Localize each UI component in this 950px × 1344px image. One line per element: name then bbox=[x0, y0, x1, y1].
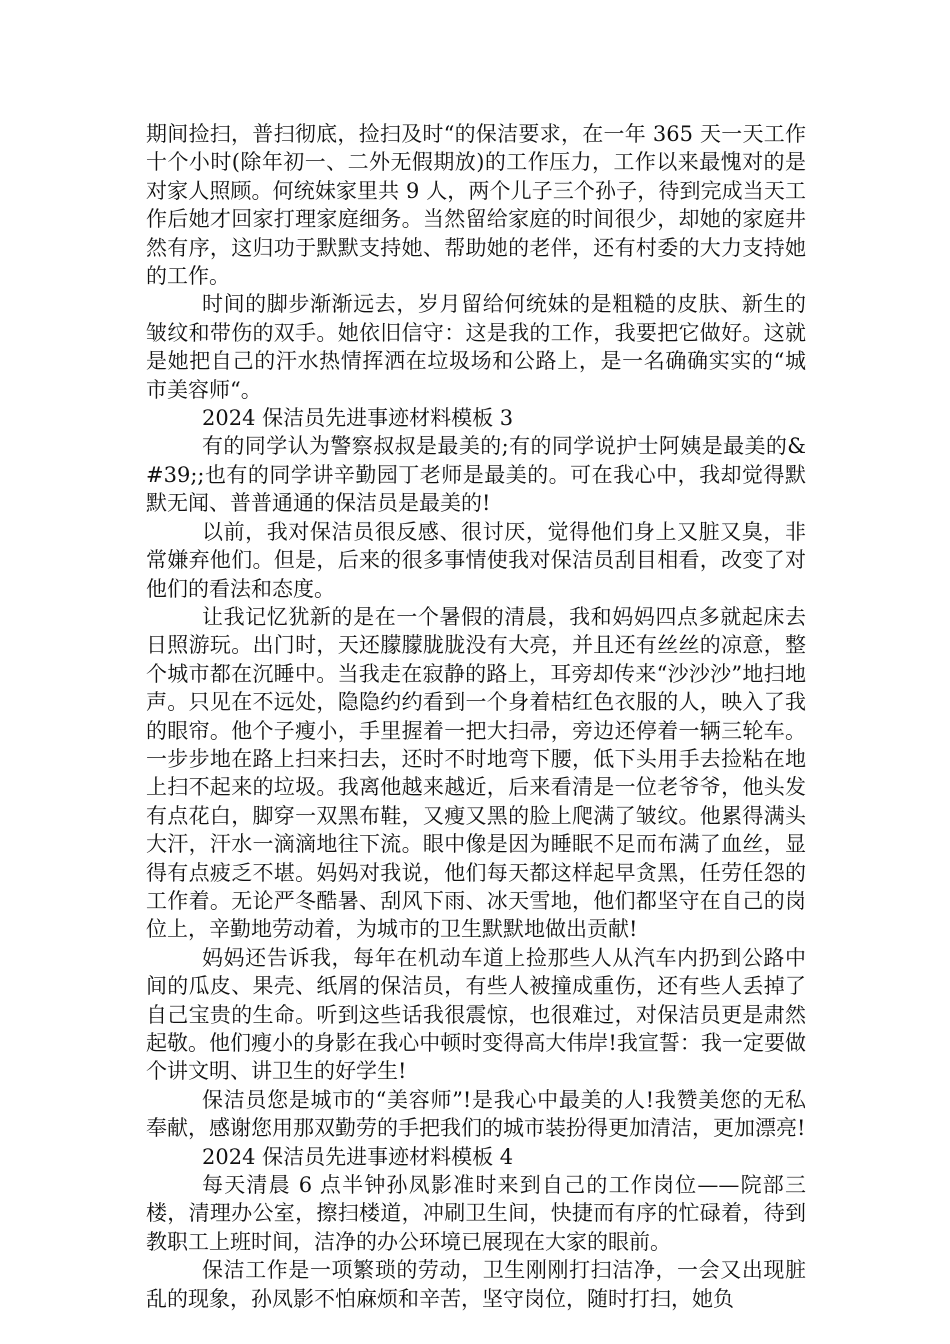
paragraph-8: 每天清晨 6 点半钟孙凤影准时来到自己的工作岗位——院部三楼，清理办公室，擦扫楼道，冲刷卫生间，快捷而有序的忙碌着，待到教职工上班时间，洁净的办公环境已展现在大家的眼前。 bbox=[146, 1173, 806, 1254]
document-page bbox=[146, 120, 806, 1313]
paragraph-5: 让我记忆犹新的是在一个暑假的清晨，我和妈妈四点多就起床去日照游玩。出门时，天还朦朦胧胧没有大亮，并且还有丝丝的凉意，整个城市都在沉睡中。当我走在寂静的路上，耳旁却传来“沙沙沙”地扫地声。只见在不远处，隐隐约约看到一个身着桔红色衣服的人，映入了我的眼帘。他个子瘦小，手里握着一把大扫帚，旁边还停着一辆三轮车。一步步地在路上扫来扫去，还时不时地弯下腰，低下头用手去捡粘在地上扫不起来的垃圾。我离他越来越近，后来看清是一位老爷爷，他头发有点花白，脚穿一双黑布鞋，又瘦又黑的脸上爬满了皱纹。他累得满头大汗，汗水一滴滴地往下流。眼中像是因为睡眠不足而布满了血丝，显得有点疲乏不堪。妈妈对我说，他们每天都这样起早贪黑，任劳任怨的工作着。无论严冬酷暑、刮风下雨、冰天雪地，他们都坚守在自己的岗位上，辛勤地劳动着，为城市的卫生默默地做出贡献! bbox=[146, 604, 806, 942]
section-heading-4: 2024 保洁员先进事迹材料模板 4 bbox=[202, 1144, 514, 1169]
paragraph-3: 有的同学认为警察叔叔是最美的;有的同学说护士阿姨是最美的&#39;;也有的同学讲辛勤园丁老师是最美的。可在我心中，我却觉得默默无闻、普普通通的保洁员是最美的! bbox=[146, 434, 806, 516]
section-heading-3: 2024 保洁员先进事迹材料模板 3 bbox=[202, 406, 514, 431]
paragraph-7: 保洁员您是城市的“美容师”!是我心中最美的人!我赞美您的无私奉献，感谢您用那双勤劳的手把我们的城市装扮得更加清洁，更加漂亮! bbox=[146, 1087, 806, 1141]
paragraph-2: 时间的脚步渐渐远去，岁月留给何统妹的是粗糙的皮肤、新生的皱纹和带伤的双手。她依旧信守：这是我的工作，我要把它做好。这就是她把自己的汗水热情挥洒在垃圾场和公路上，是一名确确实实的“城市美容师“。 bbox=[146, 292, 806, 402]
paragraph-9: 保洁工作是一项繁琐的劳动，卫生刚刚打扫洁净，一会又出现脏乱的现象，孙凤影不怕麻烦和辛苦，坚守岗位，随时打扫，她负 bbox=[146, 1258, 806, 1311]
paragraph-6: 妈妈还告诉我，每年在机动车道上捡那些人从汽车内扔到公路中间的瓜皮、果壳、纸屑的保洁员，有些人被撞成重伤，还有些人丢掉了自己宝贵的生命。听到这些话我很震惊，也很难过，对保洁员更是肃然起敬。他们瘦小的身影在我心中顿时变得高大伟岸!我宣誓：我一定要做个讲文明、讲卫生的好学生! bbox=[146, 945, 806, 1084]
paragraph-4: 以前，我对保洁员很反感、很讨厌，觉得他们身上又脏又臭，非常嫌弃他们。但是，后来的很多事情使我对保洁员刮目相看，改变了对他们的看法和态度。 bbox=[146, 519, 806, 601]
paragraph-1: 期间捡扫，普扫彻底，捡扫及时“的保洁要求，在一年 365 天一天工作十个小时(除年初一、二外无假期放)的工作压力，工作以来最愧对的是对家人照顾。何统妹家里共 9 人，两个儿子三个孙子，待到完成当天工作后她才回家打理家庭细务。当然留给家庭的时间很少，却她的家庭井然有序，这归功于默默支持她、帮助她的老伴，还有村委的大力支持她的工作。 bbox=[146, 122, 806, 289]
